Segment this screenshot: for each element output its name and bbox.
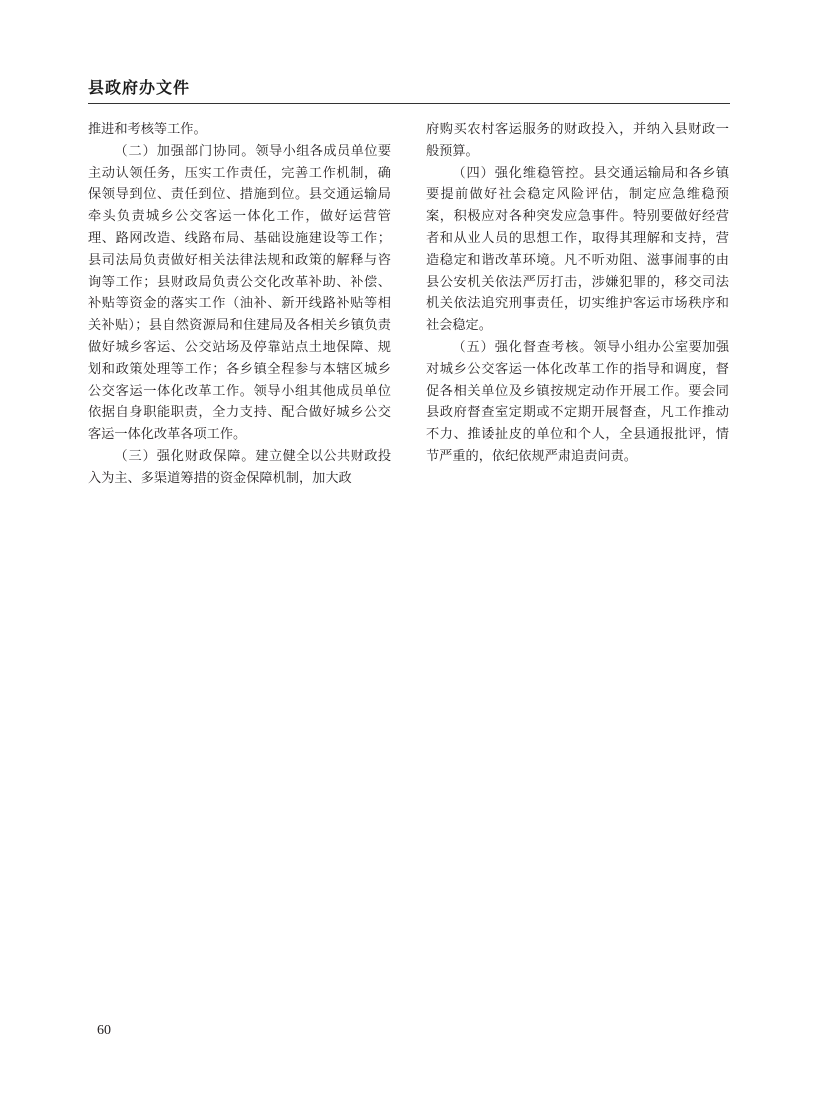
paragraph-body: 府购买农村客运服务的财政投入，并纳入县财政一般预算。 [426, 122, 729, 159]
paragraph-body: 县交通运输局和各乡镇要提前做好社会稳定风险评估，制定应急维稳预案，积极应对各种突发应急事件。特别要做好经营者和从业人员的思想工作，取得其理解和支持，营造稳定和谐改革环境。凡不听劝阻、滋事闹事的由县公安机关依法严厉打击，涉嫌犯罪的，移交司法机关依法追究刑事责任，切实维护客运市场秩序和社会稳定。 [426, 165, 730, 334]
section-heading: （二）加强部门协同。 [114, 143, 256, 159]
paragraph-body: 领导小组办公室要加强对城乡公交客运一体化改革工作的指导和调度，督促各相关单位及乡镇按规定动作开展工作。要会同县政府督查室定期或不定期开展督查，凡工作推动不力、推诿扯皮的单位和个人，全县通报批评，情节严重的，依纪依规严肃追责问责。 [426, 339, 730, 464]
running-header-title: 县政府办文件 [88, 78, 191, 97]
paragraph-section-5 [426, 337, 729, 468]
paragraph-body: 推进和考核等工作。 [88, 122, 207, 137]
section-heading: （三）强化财政保障。 [114, 448, 256, 464]
paragraph-body: 领导小组各成员单位要主动认领任务，压实工作责任，完善工作机制，确保领导到位、责任到位、措施到位。县交通运输局牵头负责城乡公交客运一体化工作，做好运营管理、路网改造、线路布局、基础设施建设等工作；县司法局负责做好相关法律法规和政策的解释与咨询等工作；县财政局负责公交化改革补助、补偿、补贴等资金的落实工作（油补、新开线路补贴等相关补贴）；县自然资源局和住建局及各相关乡镇负责做好城乡客运、公交站场及停靠站点土地保障、规划和政策处理等工作；各乡镇全程参与本辖区城乡公交客运一体化改革工作。领导小组其他成员单位依据自身职能职责，全力支持、配合做好城乡公交客运一体化改革各项工作。 [88, 143, 392, 443]
paragraph-body: 建立健全以公共财政投入为主、多渠道筹措的资金保障机制，加大政 [88, 448, 392, 486]
section-heading: （五）强化督查考核。 [452, 339, 594, 355]
header-divider [88, 103, 730, 104]
paragraph-continuation [426, 119, 729, 163]
paragraph-section-2 [88, 141, 391, 446]
paragraph-continuation [88, 119, 391, 141]
left-text-column [88, 119, 391, 490]
section-heading: （四）强化维稳管控。 [452, 165, 594, 181]
paragraph-section-4 [426, 163, 729, 337]
page-number: 60 [97, 1023, 111, 1038]
paragraph-section-3 [88, 446, 391, 490]
right-text-column [426, 119, 729, 468]
